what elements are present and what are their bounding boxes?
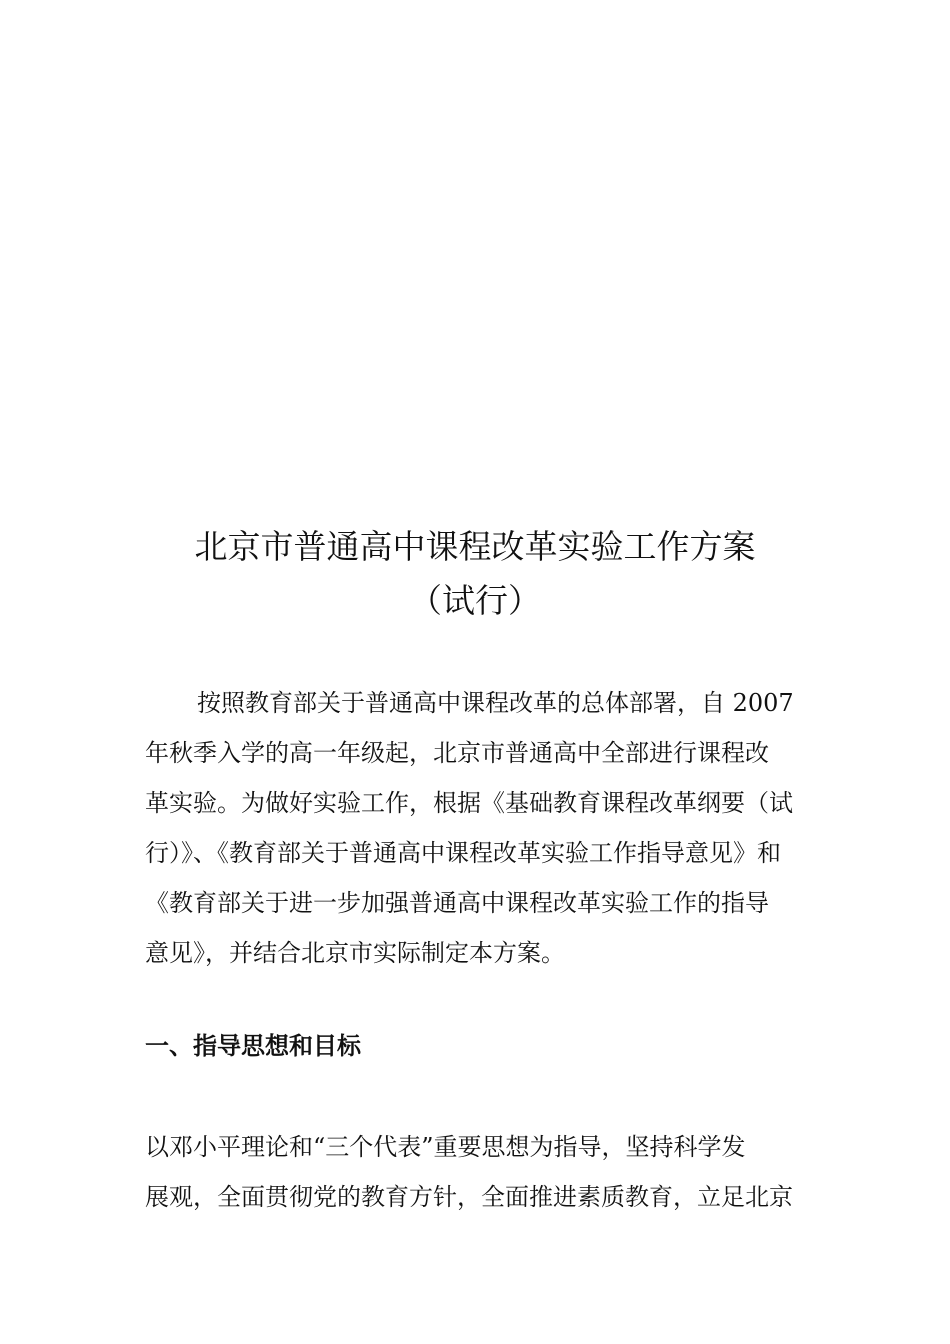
intro-line: 行）》、《教育部关于普通高中课程改革实验工作指导意见》和 <box>145 839 781 867</box>
intro-line: 意见》，并结合北京市实际制定本方案。 <box>145 939 565 967</box>
section-line: 展观，全面贯彻党的教育方针，全面推进素质教育，立足北京 <box>145 1183 793 1211</box>
section-paragraph <box>145 1122 807 1222</box>
title-block <box>0 520 950 628</box>
intro-line: 按照教育部关于普通高中课程改革的总体部署，自 2007 <box>197 689 794 717</box>
intro-line: 《教育部关于进一步加强普通高中课程改革实验工作的指导 <box>145 889 769 917</box>
intro-line: 年秋季入学的高一年级起，北京市普通高中全部进行课程改 <box>145 739 769 767</box>
section-line: 以邓小平理论和“三个代表”重要思想为指导，坚持科学发 <box>145 1133 746 1161</box>
intro-line: 革实验。为做好实验工作，根据《基础教育课程改革纲要（试 <box>145 789 793 817</box>
document-title: 北京市普通高中课程改革实验工作方案 <box>194 527 756 566</box>
document-subtitle: （试行） <box>409 581 541 620</box>
intro-paragraph <box>145 678 807 978</box>
section-heading: 一、指导思想和目标 <box>145 1032 361 1060</box>
